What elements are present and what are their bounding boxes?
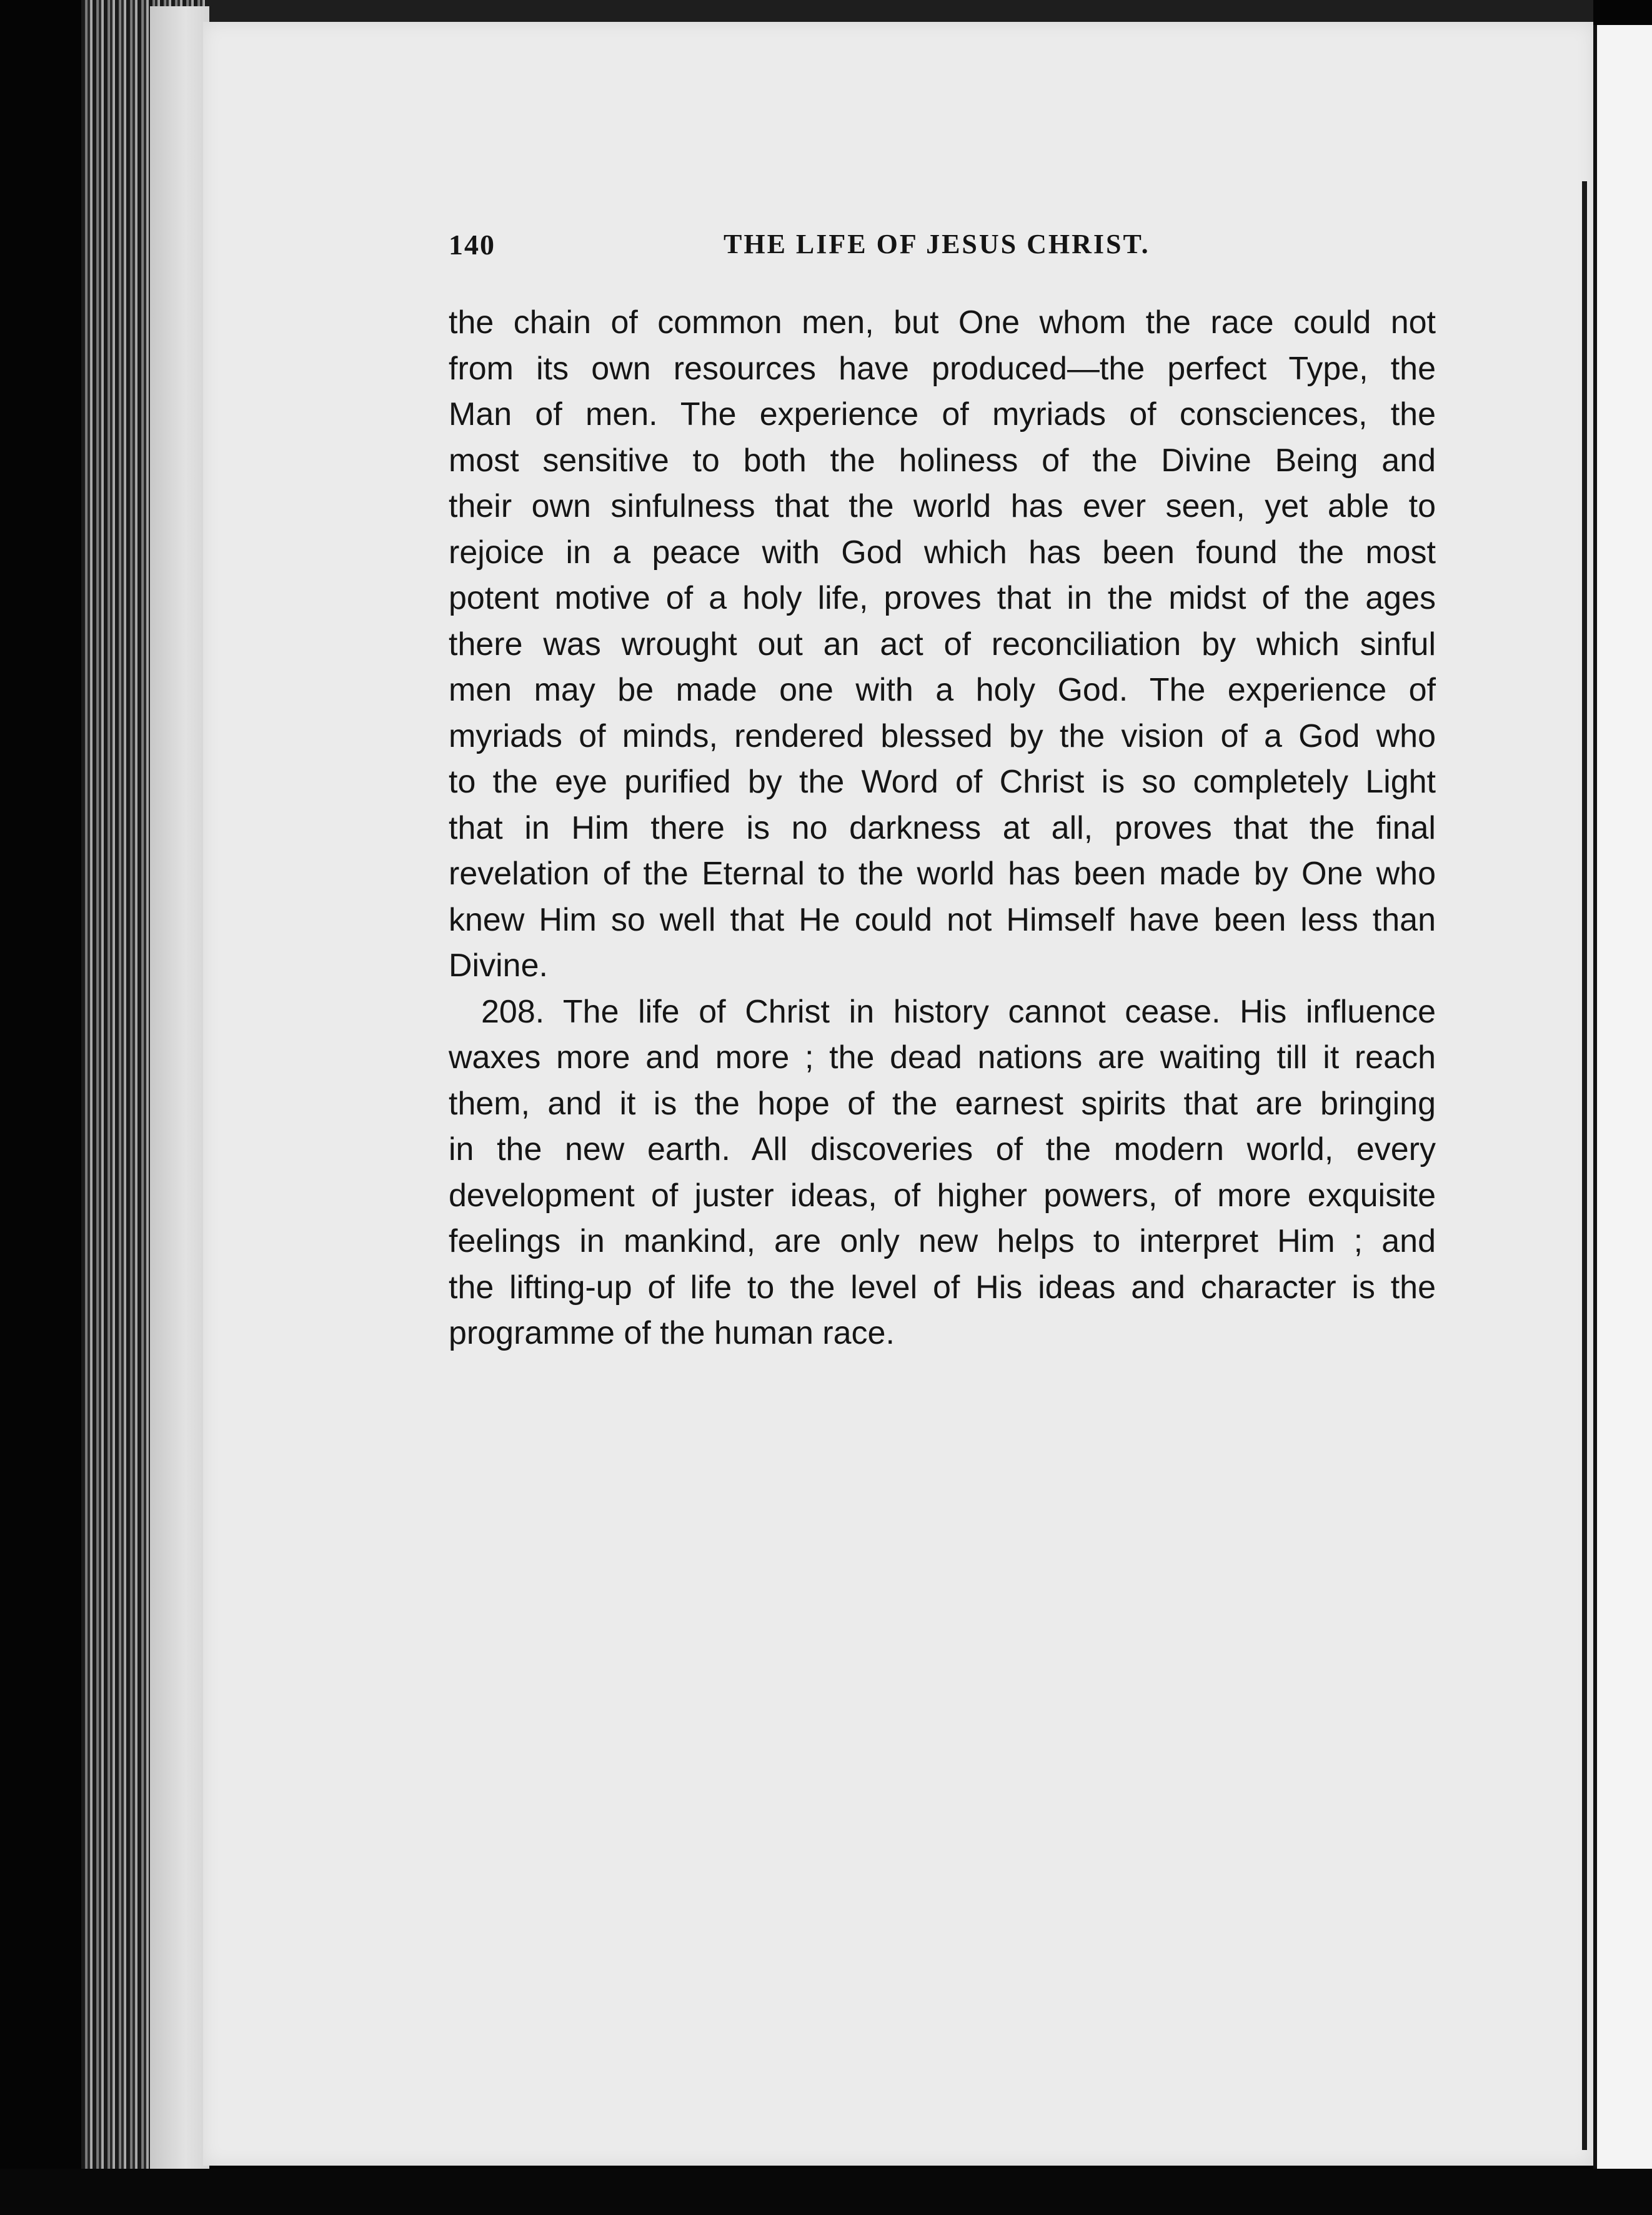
text-line: waxes more and more ; the dead nations are waiting till it reach [449, 1039, 1436, 1076]
text-line: to the eye purified by the Word of Christ is so completely Light [449, 764, 1436, 800]
text-line: men may be made one with a holy God. The experience of [449, 672, 1436, 708]
paragraph-1 [449, 300, 1436, 989]
text-line: feelings in mankind, are only new helps to interpret Him ; and [449, 1223, 1436, 1259]
text-line: there was wrought out an act of reconciliation by which sinful [449, 626, 1436, 662]
text-line: Man of men. The experience of myriads of consciences, the [449, 396, 1436, 432]
running-head [449, 228, 1180, 266]
text-line: knew Him so well that He could not Himself have been less than [449, 901, 1436, 938]
text-line: that in Him there is no darkness at all, proves that the final [449, 809, 1436, 846]
text-line: Divine. [449, 948, 548, 984]
facing-page-rule [1582, 181, 1587, 2150]
text-line: the lifting-up of life to the level of His ideas and character is the [449, 1269, 1436, 1306]
text-line: programme of the human race. [449, 1315, 895, 1351]
text-line: development of juster ideas, of higher powers, of more exquisite [449, 1177, 1436, 1214]
text-line: revelation of the Eternal to the world has been made by One who [449, 856, 1436, 892]
running-title: THE LIFE OF JESUS CHRIST. [724, 229, 1150, 259]
facing-page-sliver [1593, 25, 1652, 2175]
book-bottom-edge [0, 2169, 1652, 2215]
text-line: rejoice in a peace with God which has been found the most [449, 534, 1436, 571]
text-line: the chain of common men, but One whom the race could not [449, 304, 1436, 341]
text-line: their own sinfulness that the world has ever seen, yet able to [449, 488, 1436, 524]
text-line: them, and it is the hope of the earnest spirits that are bringing [449, 1085, 1436, 1122]
text-line: myriads of minds, rendered blessed by the vision of a God who [449, 718, 1436, 754]
text-line: in the new earth. All discoveries of the modern world, every [449, 1131, 1436, 1168]
text-line: 208. The life of Christ in history cannot cease. His influence [481, 993, 1436, 1030]
page-number: 140 [449, 229, 495, 261]
paragraph-2 [449, 989, 1436, 1357]
book-top-edge [187, 0, 1593, 25]
text-line: from its own resources have produced—the perfect Type, the [449, 350, 1436, 387]
page-edge-inner [150, 6, 209, 2169]
text-line: most sensitive to both the holiness of the Divine Being and [449, 442, 1436, 479]
text-line: potent motive of a holy life, proves that in the midst of the ages [449, 580, 1436, 616]
body-text [449, 300, 1436, 1357]
